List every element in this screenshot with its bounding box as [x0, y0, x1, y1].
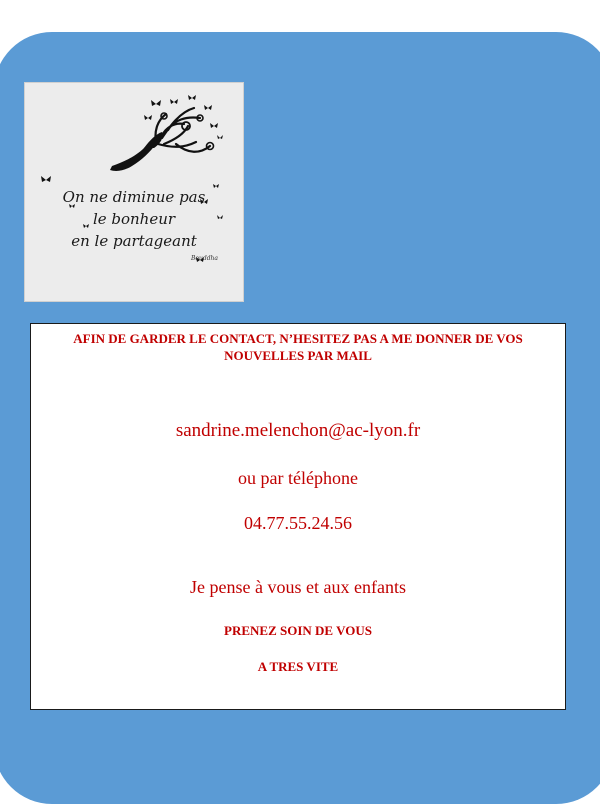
or-phone-text: ou par téléphone — [238, 468, 358, 488]
quote-line-2: le bonheur — [92, 210, 176, 228]
see-you-soon-text: A TRES VITE — [257, 659, 339, 674]
quote-text — [24, 186, 244, 252]
take-care-text: PRENEZ SOIN DE VOUS — [224, 623, 372, 638]
quote-image — [24, 82, 244, 302]
contact-heading: AFIN DE GARDER LE CONTACT, N’HESITEZ PAS A ME DONNER DE VOS NOUVELLES PAR MAIL — [73, 331, 523, 363]
quote-line-1: On ne diminue pas — [62, 188, 206, 206]
message-box — [30, 323, 566, 710]
phone-number: 04.77.55.24.56 — [244, 513, 352, 533]
quote-author: Bouddha — [190, 255, 218, 262]
email-address: sandrine.melenchon@ac-lyon.fr — [175, 420, 421, 441]
quote-line-3: en le partageant — [71, 232, 197, 250]
thinking-of-you-text: Je pense à vous et aux enfants — [190, 577, 406, 597]
